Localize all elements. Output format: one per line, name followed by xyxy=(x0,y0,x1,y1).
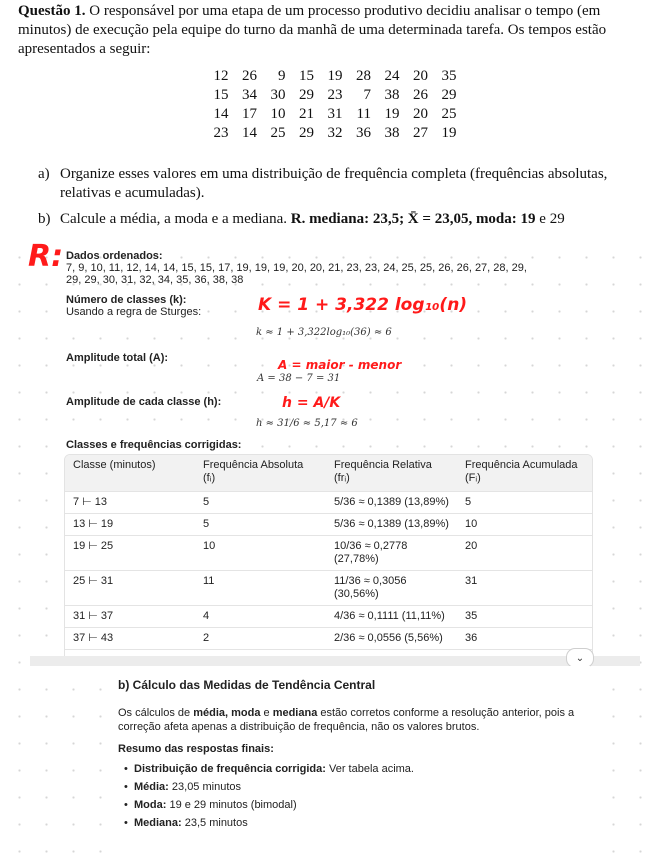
question-sheet xyxy=(0,0,665,238)
amplitude-handwritten: A = maior - menor xyxy=(278,358,402,372)
item-b-tail: e 29 xyxy=(535,211,565,227)
data-cell: 28 xyxy=(356,68,371,84)
data-cell: 11 xyxy=(356,106,371,122)
data-cell: 14 xyxy=(242,125,257,141)
class-width-handwritten: h = A/K xyxy=(282,395,341,411)
table-cell-relative: 11/36 ≈ 0,3056 (30,56%) xyxy=(326,571,457,606)
table-row xyxy=(65,606,592,628)
class-width-title: Amplitude de cada classe (h): xyxy=(66,396,222,408)
item-a xyxy=(38,165,653,203)
data-cell: 30 xyxy=(270,87,286,103)
item-b-line xyxy=(60,210,653,229)
frequency-table-grid xyxy=(65,455,592,650)
item-b-text: Calcule a média, a moda e a mediana. xyxy=(60,211,287,227)
raw-data-grid xyxy=(200,67,457,143)
header-absolute-frequency: Frequência Absoluta (fᵢ) xyxy=(195,455,326,492)
table-row xyxy=(65,492,592,514)
section-b-title: b) Cálculo das Medidas de Tendência Central xyxy=(118,678,376,692)
data-cell: 29 xyxy=(299,125,314,141)
sorted-data-line-2: 29, 29, 30, 31, 32, 34, 35, 36, 38, 38 xyxy=(66,274,244,286)
paragraph-text: Os cálculos de xyxy=(118,707,194,719)
sturges-handwritten: K = 1 + 3,322 log₁₀(n) xyxy=(258,295,468,315)
data-cell: 17 xyxy=(242,106,257,122)
table-title: Classes e frequências corrigidas: xyxy=(66,439,242,451)
paragraph-text: e xyxy=(260,707,273,719)
item-a-text: Organize esses valores em uma distribuição de frequência completa (frequências absolutas, relativas e acumuladas). xyxy=(60,166,608,201)
question-text xyxy=(18,2,648,59)
data-cell: 21 xyxy=(299,106,314,122)
table-cell-class: 31 ⊢ 37 xyxy=(65,606,195,628)
table-cell-absolute: 5 xyxy=(195,492,326,514)
table-row xyxy=(65,514,592,536)
header-cumulative-frequency: Frequência Acumulada (Fᵢ) xyxy=(457,455,592,492)
table-cell-absolute: 4 xyxy=(195,606,326,628)
data-cell: 20 xyxy=(413,68,428,84)
item-b xyxy=(38,210,653,229)
data-cell: 7 xyxy=(363,87,371,103)
question-title: Questão 1. xyxy=(18,3,86,19)
classes-text: Usando a regra de Sturges: xyxy=(66,306,202,318)
table-cell-cumulative: 20 xyxy=(457,536,592,571)
list-item xyxy=(126,816,414,830)
table-cell-relative: 2/36 ≈ 0,0556 (5,56%) xyxy=(326,628,457,650)
data-cell: 26 xyxy=(242,68,257,84)
table-cell-relative: 5/36 ≈ 0,1389 (13,89%) xyxy=(326,492,457,514)
item-a-label: a) xyxy=(38,166,50,182)
data-cell: 19 xyxy=(327,68,343,84)
scroll-down-button[interactable] xyxy=(566,648,594,668)
sturges-formula: k ≈ 1 + 3,322log₁₀(36) ≈ 6 xyxy=(256,327,392,338)
data-cell: 26 xyxy=(413,87,428,103)
data-cell: 35 xyxy=(441,68,457,84)
summary-value: 19 e 29 minutos (bimodal) xyxy=(166,799,297,811)
chevron-down-icon: ⌄ xyxy=(575,652,585,664)
summary-label: Distribuição de frequência corrigida: xyxy=(134,763,326,775)
table-cell-relative: 5/36 ≈ 0,1389 (13,89%) xyxy=(326,514,457,536)
data-cell: 15 xyxy=(213,87,229,103)
data-cell: 34 xyxy=(242,87,257,103)
table-cell-absolute: 5 xyxy=(195,514,326,536)
data-cell: 27 xyxy=(413,125,428,141)
data-cell: 38 xyxy=(384,87,400,103)
table-cell-class: 13 ⊢ 19 xyxy=(65,514,195,536)
data-cell: 19 xyxy=(441,125,457,141)
data-cell: 20 xyxy=(413,106,428,122)
summary-value: Ver tabela acima. xyxy=(325,763,414,775)
table-cell-cumulative: 35 xyxy=(457,606,592,628)
class-width-formula: h ≈ 31/6 ≈ 5,17 ≈ 6 xyxy=(256,418,358,429)
header-relative-frequency: Frequência Relativa (frᵢ) xyxy=(326,455,457,492)
frequency-table xyxy=(64,454,593,662)
data-cell: 29 xyxy=(299,87,314,103)
list-item xyxy=(126,780,414,794)
data-cell: 29 xyxy=(441,87,457,103)
data-cell: 25 xyxy=(270,125,286,141)
table-cell-cumulative: 10 xyxy=(457,514,592,536)
table-header-row xyxy=(65,455,592,492)
list-item xyxy=(126,798,414,812)
summary-value: 23,5 minutos xyxy=(181,817,248,829)
table-cell-class: 7 ⊢ 13 xyxy=(65,492,195,514)
data-cell: 14 xyxy=(213,106,229,122)
data-row xyxy=(200,105,457,124)
data-cell: 12 xyxy=(213,68,229,84)
question-statement: O responsável por uma etapa de um processo produtivo decidiu analisar o tempo (em minutos) de execução pela equipe do turno da manhã de uma determinada tarefa. Os tempos estão apresentados a seguir: xyxy=(18,3,607,57)
table-cell-relative: 10/36 ≈ 0,2778 (27,78%) xyxy=(326,536,457,571)
data-cell: 19 xyxy=(384,106,400,122)
data-cell: 24 xyxy=(384,68,400,84)
table-cell-relative: 4/36 ≈ 0,1111 (11,11%) xyxy=(326,606,457,628)
summary-list xyxy=(110,762,414,834)
table-row xyxy=(65,536,592,571)
paragraph-bold: mediana xyxy=(272,707,318,719)
data-cell: 10 xyxy=(270,106,286,122)
table-cell-absolute: 2 xyxy=(195,628,326,650)
table-row xyxy=(65,571,592,606)
table-cell-cumulative: 36 xyxy=(457,628,592,650)
scroll-fade-bar xyxy=(30,656,640,666)
table-cell-cumulative: 5 xyxy=(457,492,592,514)
item-b-label: b) xyxy=(38,211,51,227)
section-b-paragraph xyxy=(118,706,578,734)
sorted-data-title: Dados ordenados: xyxy=(66,250,163,262)
table-cell-cumulative: 31 xyxy=(457,571,592,606)
paragraph-bold: média, moda xyxy=(193,707,261,719)
summary-label: Moda: xyxy=(134,799,167,811)
section-b-card xyxy=(110,666,590,856)
summary-label: Mediana: xyxy=(134,817,182,829)
data-row xyxy=(200,124,457,143)
data-cell: 25 xyxy=(441,106,457,122)
data-row xyxy=(200,86,457,105)
list-item xyxy=(126,762,414,776)
table-cell-class: 25 ⊢ 31 xyxy=(65,571,195,606)
sorted-data-line-1: 7, 9, 10, 11, 12, 14, 14, 15, 15, 17, 19, 19, 19, 20, 20, 21, 23, 23, 24, 25, 25, 26, 26, 27, 28, 29, xyxy=(66,262,527,274)
table-row xyxy=(65,628,592,650)
summary-label: Média: xyxy=(134,781,169,793)
table-cell-class: 19 ⊢ 25 xyxy=(65,536,195,571)
table-cell-class: 37 ⊢ 43 xyxy=(65,628,195,650)
classes-title: Número de classes (k): xyxy=(66,294,187,306)
data-cell: 23 xyxy=(213,125,229,141)
header-class: Classe (minutos) xyxy=(65,455,195,492)
data-cell: 32 xyxy=(327,125,343,141)
amplitude-title: Amplitude total (A): xyxy=(66,352,169,364)
summary-value: 23,05 minutos xyxy=(168,781,241,793)
data-cell: 23 xyxy=(327,87,343,103)
data-cell: 31 xyxy=(327,106,343,122)
summary-title: Resumo das respostas finais: xyxy=(118,743,274,755)
data-cell: 38 xyxy=(384,125,400,141)
amplitude-formula: A = 38 − 7 = 31 xyxy=(257,373,341,384)
handwritten-r: R: xyxy=(28,239,64,274)
table-cell-absolute: 11 xyxy=(195,571,326,606)
data-cell: 9 xyxy=(278,68,286,84)
paragraph-text: estão corretos conforme a resolução anterior, pois a correção afeta apenas a distribuição de frequência, não os valores brutos. xyxy=(118,707,575,733)
table-cell-absolute: 10 xyxy=(195,536,326,571)
data-cell: 36 xyxy=(356,125,371,141)
data-cell: 15 xyxy=(299,68,314,84)
item-b-answer: R. mediana: 23,5; X̄ = 23,05, moda: 19 xyxy=(290,211,536,227)
data-row xyxy=(200,67,457,86)
